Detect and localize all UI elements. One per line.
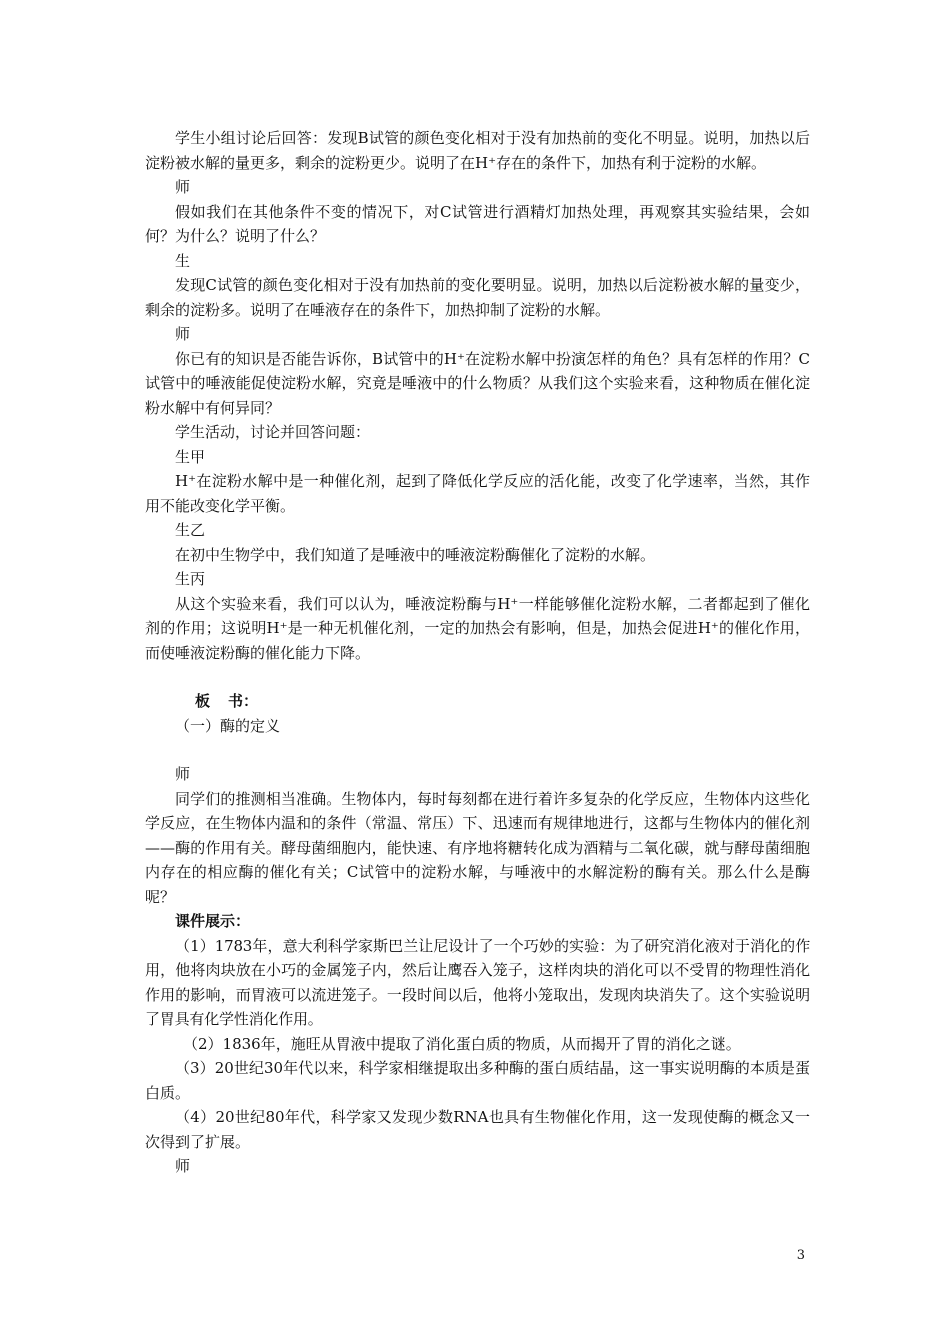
speaker-student-b: 生乙 <box>175 521 206 539</box>
paragraph-student-group-answer: 学生小组讨论后回答：发现B试管的颜色变化相对于没有加热前的变化不明显。说明，加热以后淀粉被水解的量更多，剩余的淀粉更少。说明了在H⁺存在的条件下，加热有利于淀粉的水解。 <box>145 129 810 172</box>
courseware-item-3: （3）20世纪30年代以来，科学家相继提取出多种酶的蛋白质结晶，这一事实说明酶的本质是蛋白质。 <box>145 1059 810 1102</box>
courseware-item-4: （4）20世纪80年代，科学家又发现少数RNA也具有生物催化作用，这一发现使酶的概念又一次得到了扩展。 <box>145 1108 810 1151</box>
speaker-student: 生 <box>175 251 191 270</box>
speaker-teacher: 师 <box>175 178 191 196</box>
document-body <box>145 126 810 1179</box>
paragraph-answer-a: H⁺在淀粉水解中是一种催化剂，起到了降低化学反应的活化能，改变了化学速率，当然，其作用不能改变化学平衡。 <box>145 472 810 515</box>
board-label-b: 书： <box>228 692 259 710</box>
paragraph-student-activity: 学生活动，讨论并回答问题： <box>175 423 371 441</box>
paragraph-question-h-role: 你已有的知识是否能告诉你，B试管中的H⁺在淀粉水解中扮演怎样的角色？具有怎样的作用？C试管中的唾液能促使淀粉水解，究竟是唾液中的什么物质？从我们这个实验来看，这种物质在催化淀粉水解中有何异同？ <box>145 349 810 417</box>
speaker-teacher: 师 <box>175 325 191 343</box>
paragraph-c-tube-result: 发现C试管的颜色变化相对于没有加热前的变化要明显。说明，加热以后淀粉被水解的量变少，剩余的淀粉多。说明了在唾液存在的条件下，加热抑制了淀粉的水解。 <box>145 276 810 319</box>
paragraph-enzyme-intro: 同学们的推测相当准确。生物体内，每时每刻都在进行着许多复杂的化学反应，生物体内这些化学反应，在生物体内温和的条件（常温、常压）下、迅速而有规律地进行，这都与生物体内的催化剂——酶的作用有关。酵母菌细胞内，能快速、有序地将糖转化成为酒精与二氧化碳，就与酵母菌细胞内存在的相应酶的催化有关；C试管中的淀粉水解，与唾液中的水解淀粉的酶有关。那么什么是酶呢？ <box>145 789 810 906</box>
courseware-item-2: （2）1836年，施旺从胃液中提取了消化蛋白质的物质，从而揭开了胃的消化之谜。 <box>183 1034 741 1053</box>
speaker-teacher: 师 <box>175 765 191 783</box>
paragraph-answer-c: 从这个实验来看，我们可以认为，唾液淀粉酶与H⁺一样能够催化淀粉水解，二者都起到了催化剂的作用；这说明H⁺是一种无机催化剂，一定的加热会有影响，但是，加热会促进H⁺的催化作用，而使唾液淀粉酶的催化能力下降。 <box>145 594 810 662</box>
speaker-teacher: 师 <box>175 1157 191 1175</box>
board-heading <box>145 689 810 714</box>
paragraph-question-c-tube: 假如我们在其他条件不变的情况下，对C试管进行酒精灯加热处理，再观察其实验结果，会如何？为什么？说明了什么？ <box>145 202 810 245</box>
courseware-item-1: （1）1783年，意大利科学家斯巴兰让尼设计了一个巧妙的实验：为了研究消化液对于消化的作用，他将肉块放在小巧的金属笼子内，然后让鹰吞入笼子，这样肉块的消化可以不受胃的物理性消化作用的影响，而胃液可以流进笼子。一段时间以后，他将小笼取出，发现肉块消失了。这个实验说明了胃具有化学性消化作用。 <box>145 936 810 1028</box>
speaker-student-c: 生丙 <box>175 570 206 588</box>
courseware-heading: 课件展示： <box>175 912 251 930</box>
board-item-enzyme-definition: （一）酶的定义 <box>175 716 281 735</box>
speaker-student-a: 生甲 <box>175 447 206 466</box>
page-number: 3 <box>796 1248 805 1263</box>
paragraph-answer-b: 在初中生物学中，我们知道了是唾液中的唾液淀粉酶催化了淀粉的水解。 <box>175 545 656 564</box>
board-label-a: 板 <box>195 692 211 710</box>
